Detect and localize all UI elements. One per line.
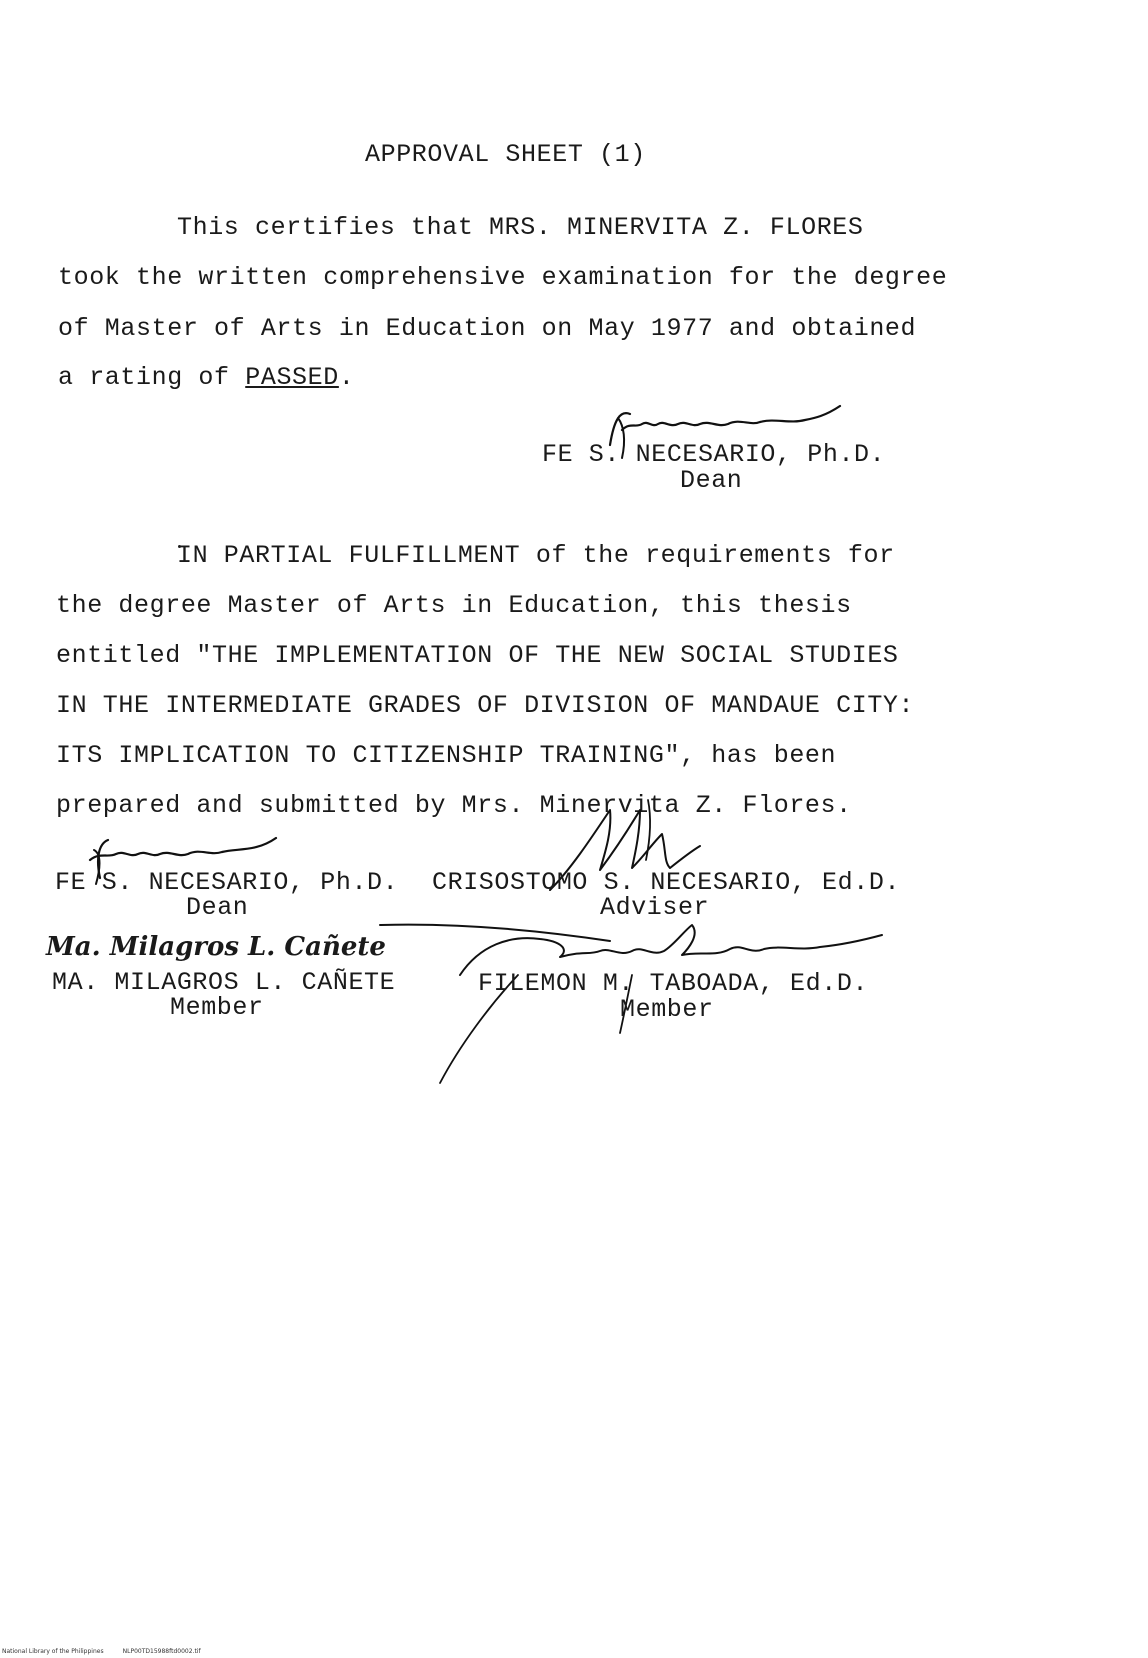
signatory-member-taboada-role: Member <box>620 995 714 1024</box>
dean-name-top: FE S. NECESARIO, Ph.D. <box>542 440 886 469</box>
member-canete-handwritten-signature: Ma. Milagros L. Cañete <box>46 932 386 962</box>
signatory-member-taboada-name: FILEMON M. TABOADA, Ed.D. <box>478 969 869 998</box>
fulfillment-line-3: entitled "THE IMPLEMENTATION OF THE NEW SOCIAL STUDIES <box>56 641 899 670</box>
fulfillment-line-1: IN PARTIAL FULFILLMENT of the requirements for <box>177 541 895 570</box>
scan-footer <box>2 1648 201 1655</box>
rating-prefix: a rating of <box>58 363 246 392</box>
dean-title-top: Dean <box>680 466 743 495</box>
fulfillment-line-6: prepared and submitted by Mrs. Minervita Z. Flores. <box>56 791 852 820</box>
signatory-dean-name: FE S. NECESARIO, Ph.D. <box>55 868 399 897</box>
signatory-adviser-role: Adviser <box>600 893 710 922</box>
certification-line-3: of Master of Arts in Education on May 1977 and obtained <box>58 314 917 343</box>
footer-file: NLP00TD15988ftd0002.tif <box>122 1648 201 1655</box>
certification-line-2: took the written comprehensive examination for the degree <box>58 263 948 292</box>
rating-value: PASSED <box>245 363 339 392</box>
signatory-member-canete-role: Member <box>170 993 264 1022</box>
footer-library: National Library of the Philippines <box>2 1648 104 1655</box>
rating-suffix: . <box>338 363 355 392</box>
certification-line-4 <box>58 363 354 392</box>
signatory-adviser-name: CRISOSTOMO S. NECESARIO, Ed.D. <box>432 868 901 897</box>
signatory-dean-role: Dean <box>186 893 249 922</box>
signatory-member-canete-name: MA. MILAGROS L. CAÑETE <box>52 968 396 997</box>
page-title: APPROVAL SHEET (1) <box>365 140 646 169</box>
fulfillment-line-4: IN THE INTERMEDIATE GRADES OF DIVISION OF MANDAUE CITY: <box>56 691 915 720</box>
certification-line-1: This certifies that MRS. MINERVITA Z. FLORES <box>177 213 864 242</box>
fulfillment-line-5: ITS IMPLICATION TO CITIZENSHIP TRAINING", has been <box>56 741 837 770</box>
fulfillment-line-2: the degree Master of Arts in Education, this thesis <box>56 591 852 620</box>
